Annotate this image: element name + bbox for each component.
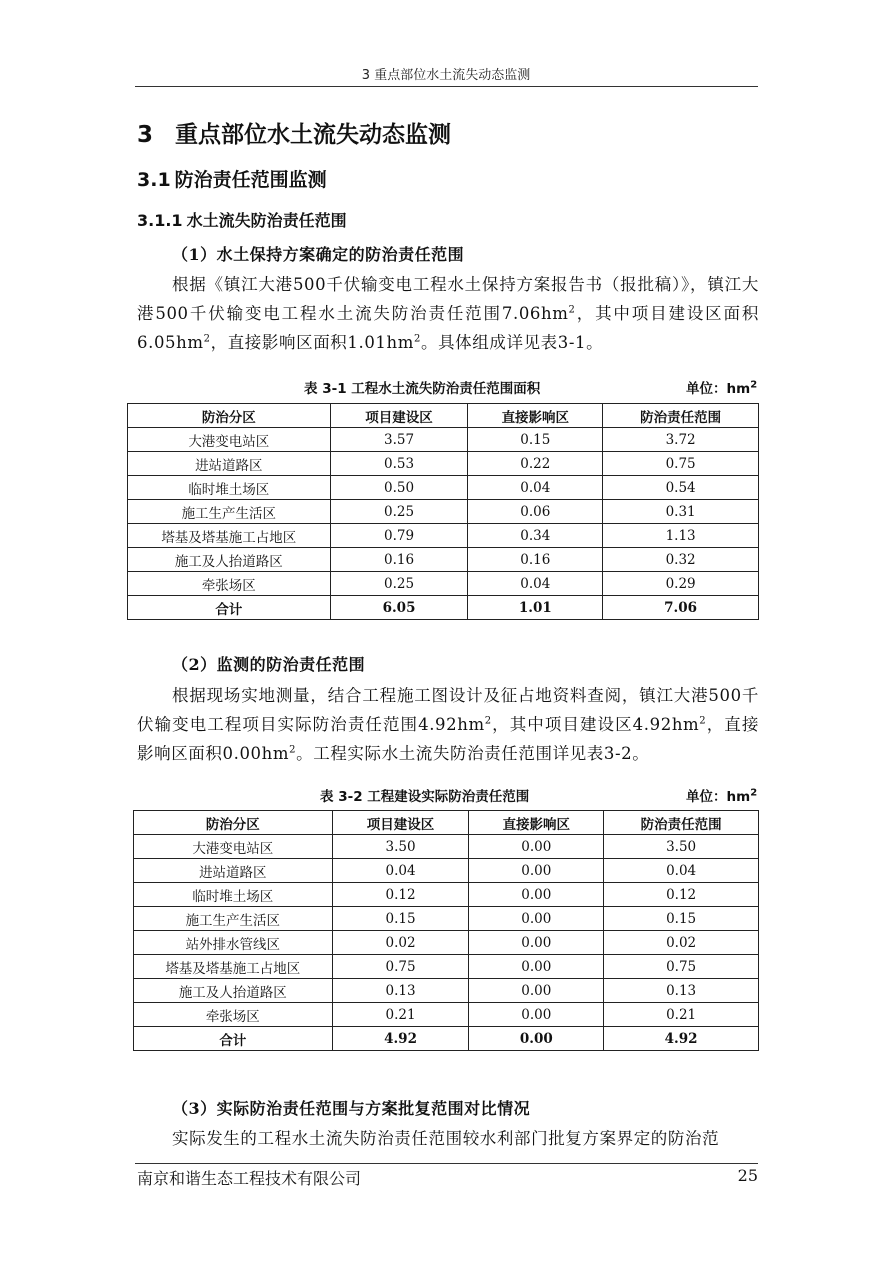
table-cell: 0.53 <box>330 452 468 476</box>
table-row <box>128 548 759 572</box>
table-cell: 4.92 <box>604 1027 759 1051</box>
table-cell: 0.54 <box>603 476 759 500</box>
table-cell: 1.13 <box>603 524 759 548</box>
page-number: 25 <box>737 1166 758 1185</box>
section-heading <box>137 165 327 192</box>
table-header-row <box>128 404 759 428</box>
paragraph-2-text-d: 。工程实际水土流失防治责任范围详见表3-2。 <box>296 744 650 763</box>
footer-company: 南京和谐生态工程技术有限公司 <box>137 1169 362 1188</box>
item-heading-2: （2）监测的防治责任范围 <box>172 655 366 674</box>
paragraph-2-text-c: ，直接影响区面积0.00hm <box>137 715 759 763</box>
table-row <box>128 452 759 476</box>
table-header-row <box>134 811 759 835</box>
table-cell: 0.25 <box>330 572 468 596</box>
table-row <box>134 907 759 931</box>
table-cell: 0.04 <box>468 476 603 500</box>
table-cell: 0.00 <box>469 835 604 859</box>
running-header: 3 重点部位水土流失动态监测 <box>361 68 531 83</box>
paragraph-1-text-c: ，直接影响区面积1.01hm <box>210 333 415 352</box>
item-heading-1: （1）水土保持方案确定的防治责任范围 <box>172 245 465 264</box>
table-cell: 0.00 <box>469 883 604 907</box>
table-cell: 0.21 <box>332 1003 469 1027</box>
item-heading-3: （3）实际防治责任范围与方案批复范围对比情况 <box>172 1099 531 1118</box>
paragraph-3 <box>137 1124 759 1153</box>
paragraph-3-text: 实际发生的工程水土流失防治责任范围较水利部门批复方案界定的防治范 <box>172 1129 720 1148</box>
superscript: 2 <box>289 744 297 756</box>
superscript: 2 <box>750 379 758 391</box>
column-header: 项目建设区 <box>330 404 468 428</box>
column-header: 直接影响区 <box>469 811 604 835</box>
column-header: 项目建设区 <box>332 811 469 835</box>
table-cell: 0.00 <box>469 955 604 979</box>
column-header: 防治责任范围 <box>603 404 759 428</box>
table-row <box>128 572 759 596</box>
table-row <box>134 835 759 859</box>
table-cell: 0.04 <box>468 572 603 596</box>
paragraph-2-text-a: 根据现场实地测量，结合工程施工图设计及征占地资料查阅，镇江大港500千伏输变电工程项目实际防治责任范围4.92hm <box>137 686 759 734</box>
table-cell: 6.05 <box>330 596 468 620</box>
table-cell: 进站道路区 <box>134 859 333 883</box>
column-header: 防治分区 <box>128 404 331 428</box>
table-cell: 0.00 <box>469 1003 604 1027</box>
paragraph-1-text-d: 。具体组成详见表3-1。 <box>420 333 604 352</box>
chapter-title: 重点部位水土流失动态监测 <box>175 122 452 148</box>
table-cell: 0.79 <box>330 524 468 548</box>
table-cell: 塔基及塔基施工占地区 <box>134 955 333 979</box>
table-cell: 0.13 <box>604 979 759 1003</box>
table-cell: 1.01 <box>468 596 603 620</box>
table-cell: 0.50 <box>330 476 468 500</box>
table-row <box>134 979 759 1003</box>
table-cell: 0.12 <box>332 883 469 907</box>
table-row <box>134 883 759 907</box>
superscript: 2 <box>568 304 576 316</box>
table-row <box>128 524 759 548</box>
paragraph-1-text-b: ，其中项目建设区面积6.05hm <box>137 304 759 352</box>
table-cell: 0.15 <box>468 428 603 452</box>
superscript: 2 <box>750 787 758 799</box>
table-cell: 合计 <box>128 596 331 620</box>
table-cell: 0.04 <box>332 859 469 883</box>
header-divider <box>135 86 758 87</box>
table-cell: 施工生产生活区 <box>134 907 333 931</box>
table-cell: 0.15 <box>604 907 759 931</box>
table-cell: 塔基及塔基施工占地区 <box>128 524 331 548</box>
table-row <box>128 428 759 452</box>
paragraph-2-text-b: ，其中项目建设区4.92hm <box>491 715 700 734</box>
table-cell: 施工生产生活区 <box>128 500 331 524</box>
table-cell: 0.16 <box>330 548 468 572</box>
table-cell: 3.50 <box>604 835 759 859</box>
superscript: 2 <box>699 715 707 727</box>
table-cell: 0.00 <box>469 859 604 883</box>
table-cell: 0.25 <box>330 500 468 524</box>
table-cell: 3.57 <box>330 428 468 452</box>
footer-divider <box>135 1163 758 1164</box>
table-2-caption: 表 3-2 工程建设实际防治责任范围 <box>320 789 530 805</box>
subsection-title: 水土流失防治责任范围 <box>186 211 347 230</box>
table-cell: 牵张场区 <box>134 1003 333 1027</box>
superscript: 2 <box>484 715 492 727</box>
table-cell: 施工及人抬道路区 <box>134 979 333 1003</box>
table-row <box>128 476 759 500</box>
column-header: 防治分区 <box>134 811 333 835</box>
table-cell: 3.72 <box>603 428 759 452</box>
section-title: 防治责任范围监测 <box>174 169 327 191</box>
table-cell: 0.31 <box>603 500 759 524</box>
table-cell: 0.75 <box>604 955 759 979</box>
table-total-row <box>128 596 759 620</box>
table-cell: 合计 <box>134 1027 333 1051</box>
table-cell: 3.50 <box>332 835 469 859</box>
table-cell: 0.21 <box>604 1003 759 1027</box>
table-cell: 进站道路区 <box>128 452 331 476</box>
paragraph-1-text-a: 根据《镇江大港500千伏输变电工程水土保持方案报告书（报批稿）》，镇江大港500千伏输变电工程水土流失防治责任范围7.06hm <box>137 275 759 323</box>
table-cell: 0.00 <box>469 907 604 931</box>
table-cell: 0.29 <box>603 572 759 596</box>
table-1-unit <box>686 377 757 397</box>
table-1-caption: 表 3-1 工程水土流失防治责任范围面积 <box>304 381 541 397</box>
table-cell: 0.75 <box>332 955 469 979</box>
table-cell: 牵张场区 <box>128 572 331 596</box>
table-cell: 4.92 <box>332 1027 469 1051</box>
table-cell: 0.00 <box>469 931 604 955</box>
unit-label: 单位：hm <box>686 789 751 805</box>
section-number: 3.1 <box>137 169 171 191</box>
table-cell: 临时堆土场区 <box>128 476 331 500</box>
table-row <box>134 955 759 979</box>
table-cell: 0.34 <box>468 524 603 548</box>
subsection-number: 3.1.1 <box>137 211 183 230</box>
chapter-number: 3 <box>137 122 154 148</box>
paragraph-2 <box>137 681 759 768</box>
table-cell: 0.02 <box>604 931 759 955</box>
table-total-row <box>134 1027 759 1051</box>
table-cell: 站外排水管线区 <box>134 931 333 955</box>
table-row <box>134 859 759 883</box>
chapter-heading <box>137 116 451 149</box>
table-cell: 7.06 <box>603 596 759 620</box>
subsection-heading <box>137 208 347 231</box>
table-cell: 0.75 <box>603 452 759 476</box>
table-cell: 0.00 <box>469 979 604 1003</box>
table-cell: 大港变电站区 <box>128 428 331 452</box>
table-2 <box>133 810 759 1051</box>
table-cell: 0.02 <box>332 931 469 955</box>
table-cell: 0.12 <box>604 883 759 907</box>
table-cell: 0.06 <box>468 500 603 524</box>
table-cell: 0.16 <box>468 548 603 572</box>
table-cell: 0.00 <box>469 1027 604 1051</box>
table-cell: 大港变电站区 <box>134 835 333 859</box>
table-cell: 0.15 <box>332 907 469 931</box>
table-cell: 临时堆土场区 <box>134 883 333 907</box>
table-row <box>134 1003 759 1027</box>
table-cell: 0.04 <box>604 859 759 883</box>
column-header: 防治责任范围 <box>604 811 759 835</box>
table-cell: 0.13 <box>332 979 469 1003</box>
column-header: 直接影响区 <box>468 404 603 428</box>
table-2-unit <box>686 785 757 805</box>
table-cell: 0.22 <box>468 452 603 476</box>
table-cell: 0.32 <box>603 548 759 572</box>
superscript: 2 <box>203 333 211 345</box>
table-row <box>134 931 759 955</box>
unit-label: 单位：hm <box>686 381 751 397</box>
table-1 <box>127 403 759 620</box>
table-row <box>128 500 759 524</box>
superscript: 2 <box>414 333 421 345</box>
paragraph-1 <box>137 270 759 357</box>
table-cell: 施工及人抬道路区 <box>128 548 331 572</box>
